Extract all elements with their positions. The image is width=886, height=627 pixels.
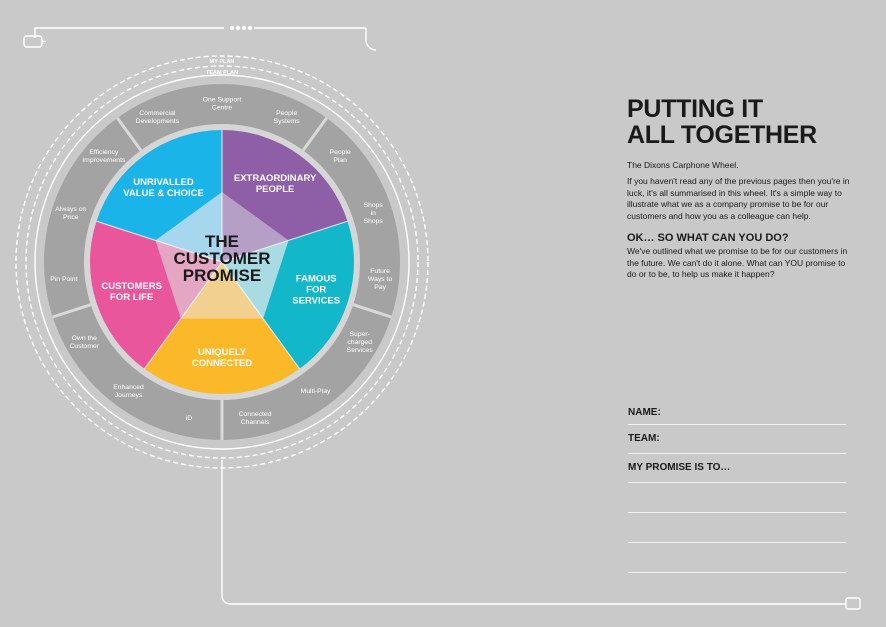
promise-field[interactable]: [628, 454, 846, 483]
promise-line-2[interactable]: [628, 513, 846, 543]
plug-icon-top: [24, 36, 42, 47]
wheel-subtitle: The Dixons Carphone Wheel.: [627, 160, 739, 170]
name-field[interactable]: [628, 400, 846, 425]
page-title: [627, 96, 852, 148]
page-title-line-2: ALL TOGETHER: [627, 121, 817, 149]
outer-item-label: Always on Price: [55, 206, 87, 222]
segment-label: FAMOUS FOR SERVICES: [292, 273, 341, 307]
team-label: TEAM:: [628, 433, 660, 444]
outer-item-label: Connected Channels: [238, 410, 272, 426]
segment-label: UNIQUELY CONNECTED: [191, 346, 253, 369]
outer-item-label: Pin Point: [50, 276, 78, 284]
name-label: NAME:: [628, 407, 661, 418]
top-connector-line: [35, 28, 224, 38]
outer-item-label: Future Ways to Pay: [367, 268, 393, 292]
outer-item-label: Super-charged Services: [346, 330, 373, 354]
outer-item-label: People Systems: [273, 110, 300, 126]
section-paragraph: We've outlined what we promise to be for our customers in the future. We can't do it alone. What can YOU promise to do or to be, to help us make it happen?: [627, 246, 848, 279]
outer-item-label: Own the Customer: [69, 334, 100, 350]
promise-line-1[interactable]: [628, 483, 846, 513]
segment-label: CUSTOMERS FOR LIFE: [101, 281, 162, 304]
outer-item-label: Enhanced Journeys: [113, 384, 144, 400]
team-field[interactable]: [628, 425, 846, 454]
outer-item-label: One Support Centre: [202, 96, 242, 112]
outer-item-label: Efficiency Improvements: [82, 148, 126, 164]
dot-icon-4: [248, 26, 252, 30]
promise-label: MY PROMISE IS TO…: [628, 462, 731, 473]
outer-item-label: People Plan: [329, 148, 351, 164]
page-title-line-1: PUTTING IT: [627, 95, 763, 123]
section-heading: OK… SO WHAT CAN YOU DO?: [627, 232, 789, 244]
dot-icon-2: [236, 26, 240, 30]
outer-item-label: Multi-Play: [300, 388, 331, 396]
team-plan-label: TEAM PLAN: [205, 69, 239, 76]
outer-item-label: iD: [185, 414, 193, 422]
promise-line-3[interactable]: [628, 543, 846, 573]
center-title: THE CUSTOMER PROMISE: [173, 231, 271, 285]
outer-item-label: Commercial Developments: [135, 110, 180, 126]
top-line-corner: [366, 28, 376, 50]
plug-icon-bottom: [846, 598, 860, 609]
dot-icon-3: [242, 26, 246, 30]
right-column: [627, 96, 852, 289]
outer-item-label: Shops in Shops: [363, 202, 383, 226]
dot-icon-1: [230, 26, 234, 30]
intro-paragraph: If you haven't read any of the previous pages then you're in luck, it's all summarised in this wheel. It's a simple way to illustrate what we as a company promise to be for our customers and how you as a colleague can help.: [627, 176, 850, 221]
segment-label: EXTRAORDINARY PEOPLE: [233, 173, 317, 196]
my-plan-label: MY PLAN: [209, 58, 235, 65]
promise-form: [628, 400, 846, 573]
segment-label: UNRIVALLED VALUE & CHOICE: [123, 176, 204, 199]
